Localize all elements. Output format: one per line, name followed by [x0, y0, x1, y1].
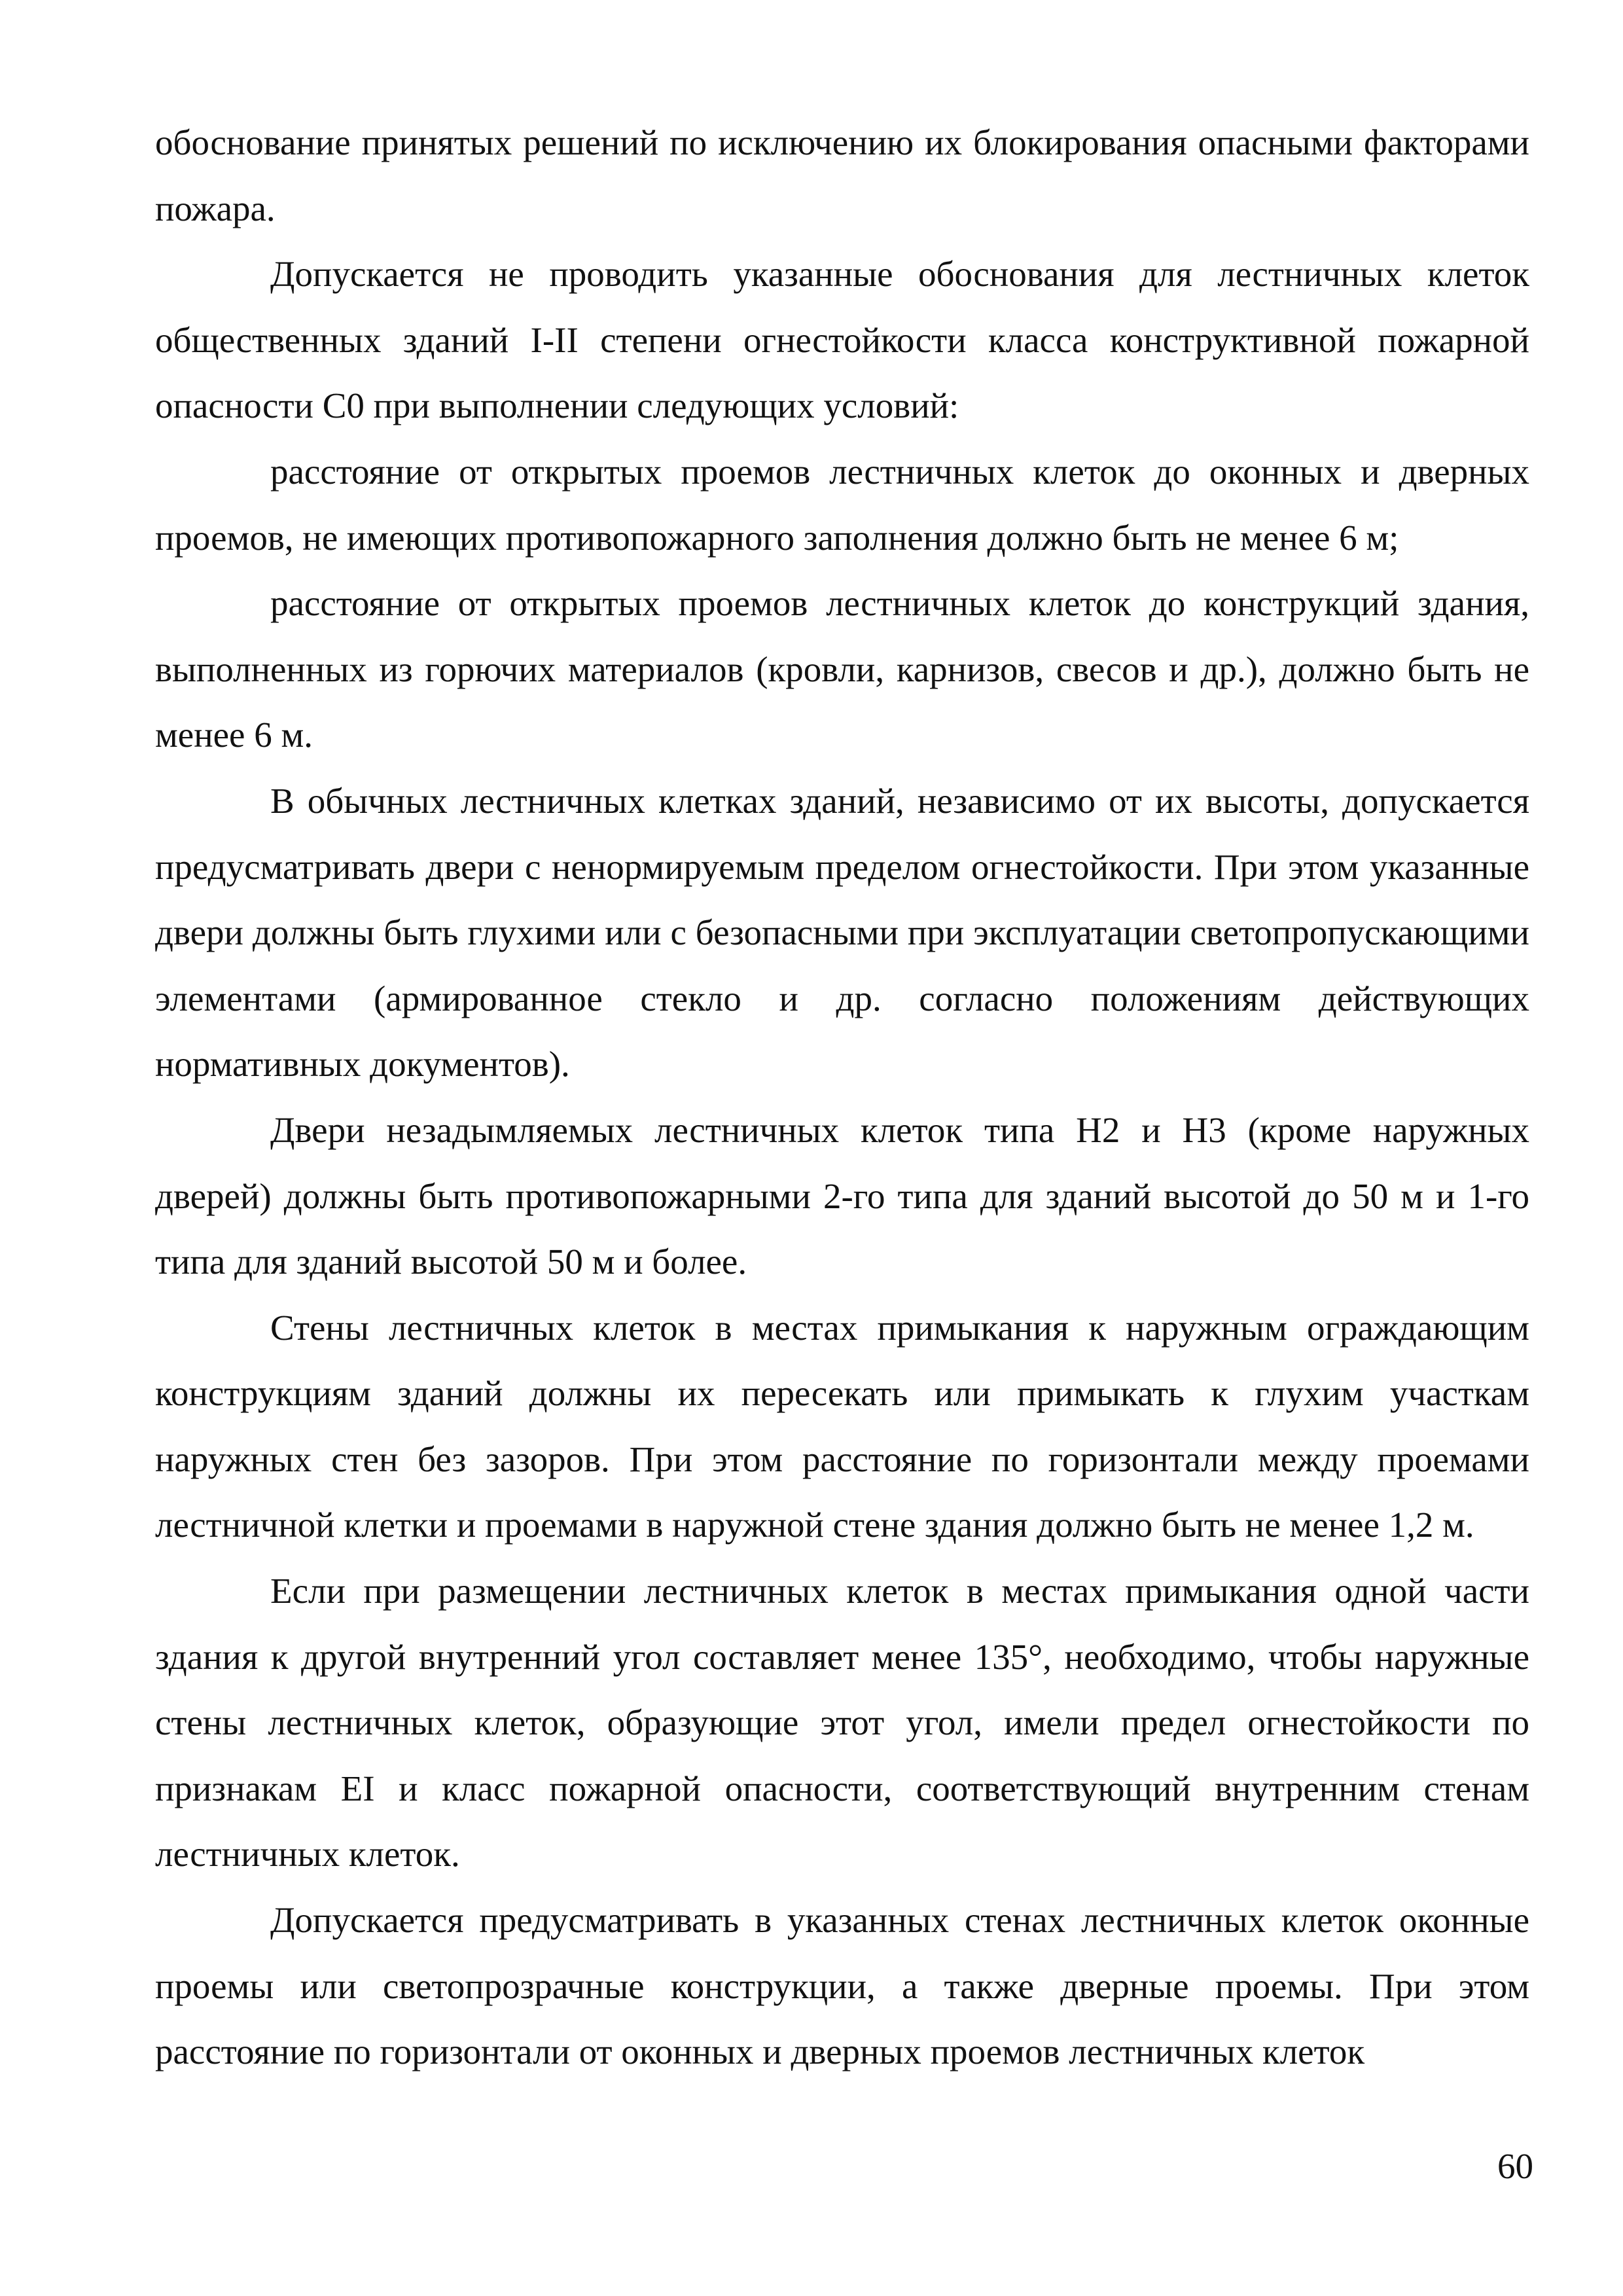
paragraph-justification-exemption: Допускается не проводить указанные обоснования для лестничных клеток общественных зданий I-II степени огнестойкости класса конструктивной пожарной опасности С0 при выполнении следующих условий:	[155, 254, 1529, 426]
paragraph-condition-openings-distance: расстояние от открытых проемов лестничных клеток до оконных и дверных проемов, не имеющих противопожарного заполнения должно быть не менее 6 м;	[155, 451, 1529, 558]
paragraph-justification-continued: обоснование принятых решений по исключению их блокирования опасными факторами пожара.	[155, 122, 1529, 228]
paragraph-internal-angle: Если при размещении лестничных клеток в местах примыкания одной части здания к другой внутренний угол составляет менее 135°, необходимо, чтобы наружные стены лестничных клеток, образующие этот угол, имели предел огнестойкости по признакам EI и класс пожарной опасности, соответствующий внутренним стенам лестничных клеток.	[155, 1571, 1529, 1874]
page-body-text	[155, 110, 1529, 2085]
paragraph-stairwell-walls: Стены лестничных клеток в местах примыкания к наружным ограждающим конструкциям зданий должны их пересекать или примыкать к глухим участкам наружных стен без зазоров. При этом расстояние по горизонтали между проемами лестничной клетки и проемами в наружной стене здания должно быть не менее 1,2 м.	[155, 1307, 1529, 1545]
paragraph-smokeproof-stairwell-doors: Двери незадымляемых лестничных клеток типа Н2 и Н3 (кроме наружных дверей) должны быть противопожарными 2-го типа для зданий высотой до 50 м и 1-го типа для зданий высотой 50 м и более.	[155, 1109, 1529, 1282]
paragraph-condition-combustible-distance: расстояние от открытых проемов лестничных клеток до конструкций здания, выполненных из горючих материалов (кровли, карнизов, свесов и др.), должно быть не менее 6 м.	[155, 583, 1529, 755]
paragraph-ordinary-stairwell-doors: В обычных лестничных клетках зданий, независимо от их высоты, допускается предусматривать двери с ненормируемым пределом огнестойкости. При этом указанные двери должны быть глухими или с безопасными при эксплуатации светопропускающими элементами (армированное стекло и др. согласно положениям действующих нормативных документов).	[155, 780, 1529, 1085]
paragraph-openings-allowed: Допускается предусматривать в указанных стенах лестничных клеток оконные проемы или светопрозрачные конструкции, а также дверные проемы. При этом расстояние по горизонтали от оконных и дверных проемов лестничных клеток	[155, 1900, 1529, 2072]
page-number: 60	[1497, 2146, 1533, 2186]
